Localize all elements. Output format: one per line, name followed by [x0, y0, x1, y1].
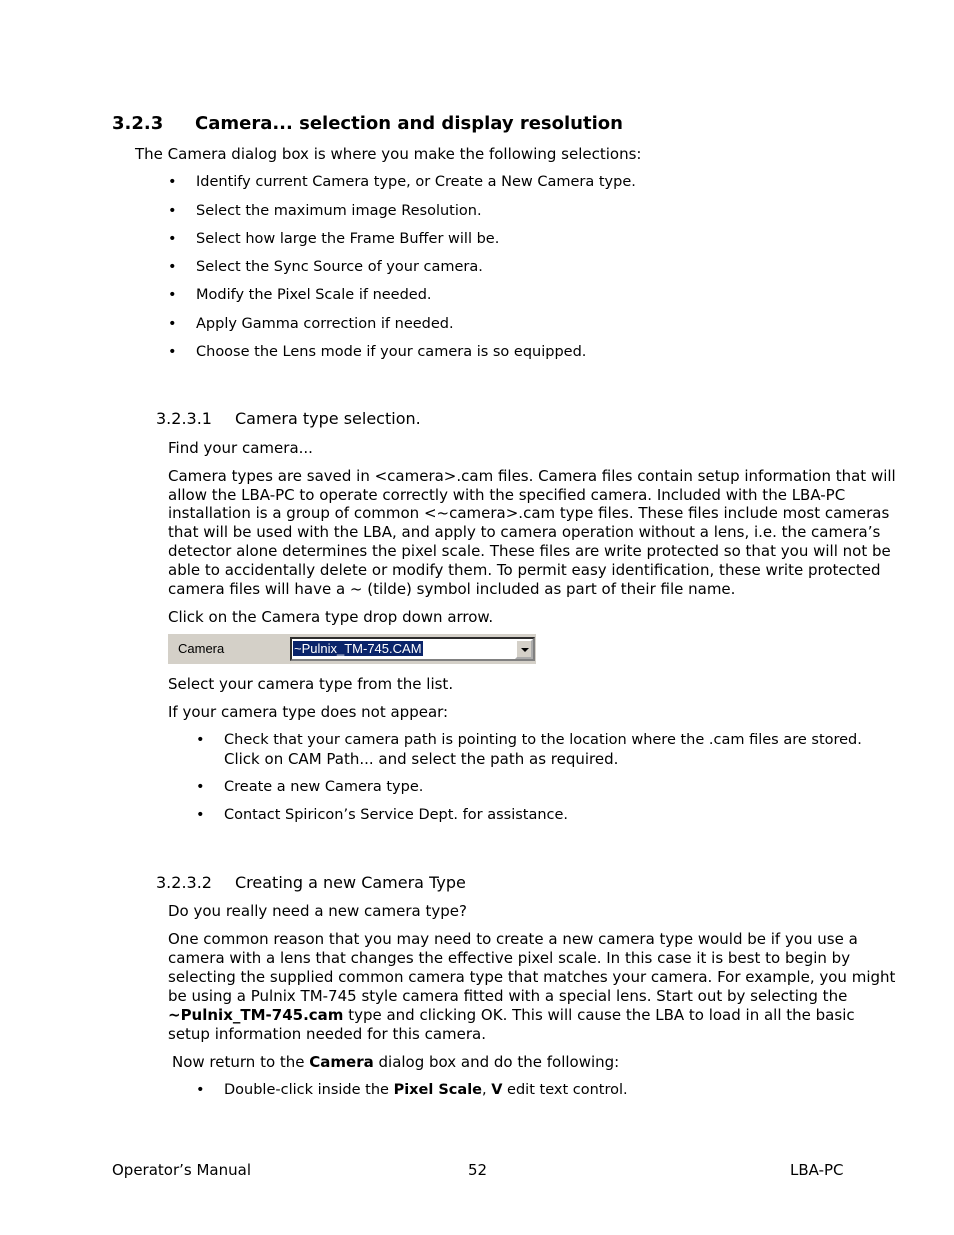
bold-run: Pixel Scale	[393, 1082, 482, 1098]
footer-left: Operator’s Manual	[112, 1161, 251, 1179]
bold-run: Camera	[309, 1053, 374, 1071]
list-item-text: Apply Gamma correction if needed.	[196, 316, 454, 332]
list-item-text: Modify the Pixel Scale if needed.	[196, 287, 432, 303]
section-intro: The Camera dialog box is where you make the following selections:	[135, 145, 642, 163]
list-item-text: Identify current Camera type, or Create a New Camera type.	[196, 174, 636, 190]
subsection-number: 3.2.3.1	[156, 409, 212, 428]
paragraph-line: be using a Pulnix TM-745 style camera fitted with a special lens. Start out by selecting the	[168, 987, 848, 1005]
list-item-text: Check that your camera path is pointing to the location where the .cam files are stored.	[224, 732, 862, 748]
dropdown-arrow-icon[interactable]	[515, 639, 533, 659]
text-run: dialog box and do the following:	[373, 1053, 620, 1071]
text-run: ,	[482, 1082, 492, 1098]
paragraph	[172, 1053, 619, 1072]
list-item-text: Select how large the Frame Buffer will be.	[196, 231, 500, 247]
bullet-mark: •	[168, 316, 177, 332]
bullet-mark: •	[196, 779, 205, 795]
text-run: Now return to the	[172, 1053, 310, 1071]
section-title: Camera... selection and display resolution	[195, 113, 623, 134]
camera-type-value: ~Pulnix_TM-745.CAM	[294, 641, 422, 656]
camera-type-control	[168, 634, 536, 664]
paragraph-line: camera files will have a ~ (tilde) symbol included as part of their file name.	[168, 580, 736, 598]
list-item-text: Choose the Lens mode if your camera is so equipped.	[196, 344, 587, 360]
paragraph-line	[168, 1006, 855, 1025]
paragraph: If your camera type does not appear:	[168, 703, 449, 721]
bold-run: V	[491, 1082, 503, 1098]
paragraph-line: detector alone determines the pixel scale. These files are write protected so that you will not be	[168, 542, 891, 560]
list-item-text: Select the maximum image Resolution.	[196, 203, 482, 219]
paragraph: Select your camera type from the list.	[168, 675, 454, 693]
subsection-title: Camera type selection.	[235, 409, 421, 428]
bullet-mark: •	[196, 732, 205, 748]
filename-bold: ~Pulnix_TM-745.cam	[168, 1006, 344, 1024]
paragraph-line: installation is a group of common <~camera>.cam type files. These files include most cameras	[168, 504, 890, 522]
paragraph-line: allow the LBA-PC to operate correctly with the specified camera. Included with the LBA-PC	[168, 486, 846, 504]
paragraph-line: camera with a lens that changes the effective pixel scale. In this case it is best to begin by	[168, 949, 851, 967]
camera-label: Camera	[178, 641, 225, 656]
subsection-title: Creating a new Camera Type	[235, 873, 466, 892]
bullet-mark: •	[196, 807, 205, 823]
text-run: Double-click inside the	[224, 1082, 394, 1098]
paragraph-line: Camera types are saved in <camera>.cam files. Camera files contain setup information that will	[168, 467, 896, 485]
list-item-text	[224, 1081, 628, 1100]
paragraph-line: selecting the supplied common camera type that matches your camera. For example, you might	[168, 968, 896, 986]
list-item-text: Select the Sync Source of your camera.	[196, 259, 483, 275]
page-number: 52	[468, 1161, 488, 1179]
text-run: edit text control.	[502, 1082, 628, 1098]
paragraph: Click on the Camera type drop down arrow.	[168, 608, 494, 626]
bullet-mark: •	[168, 174, 177, 190]
paragraph-line: One common reason that you may need to create a new camera type would be if you use a	[168, 930, 858, 948]
subsection-number: 3.2.3.2	[156, 873, 212, 892]
paragraph: Do you really need a new camera type?	[168, 902, 467, 920]
bullet-mark: •	[168, 344, 177, 360]
line-rest: type and clicking OK. This will cause the LBA to load in all the basic	[343, 1006, 855, 1024]
footer-right: LBA-PC	[790, 1161, 844, 1179]
camera-type-dropdown[interactable]	[290, 637, 535, 661]
paragraph: Find your camera...	[168, 439, 313, 457]
bullet-mark: •	[196, 1082, 205, 1098]
bullet-mark: •	[168, 287, 177, 303]
list-item-text: Create a new Camera type.	[224, 779, 424, 795]
list-item-continuation: Click on CAM Path... and select the path as required.	[224, 750, 619, 768]
bullet-mark: •	[168, 259, 177, 275]
list-item-text: Contact Spiricon’s Service Dept. for assistance.	[224, 807, 569, 823]
bullet-mark: •	[168, 231, 177, 247]
paragraph-line: setup information needed for this camera.	[168, 1025, 487, 1043]
bullet-mark: •	[168, 203, 177, 219]
paragraph-line: able to accidentally delete or modify them. To permit easy identification, these write protected	[168, 561, 881, 579]
paragraph-line: that will be used with the LBA, and apply to camera operation without a lens, i.e. the camera’s	[168, 523, 881, 541]
section-number: 3.2.3	[112, 113, 164, 134]
